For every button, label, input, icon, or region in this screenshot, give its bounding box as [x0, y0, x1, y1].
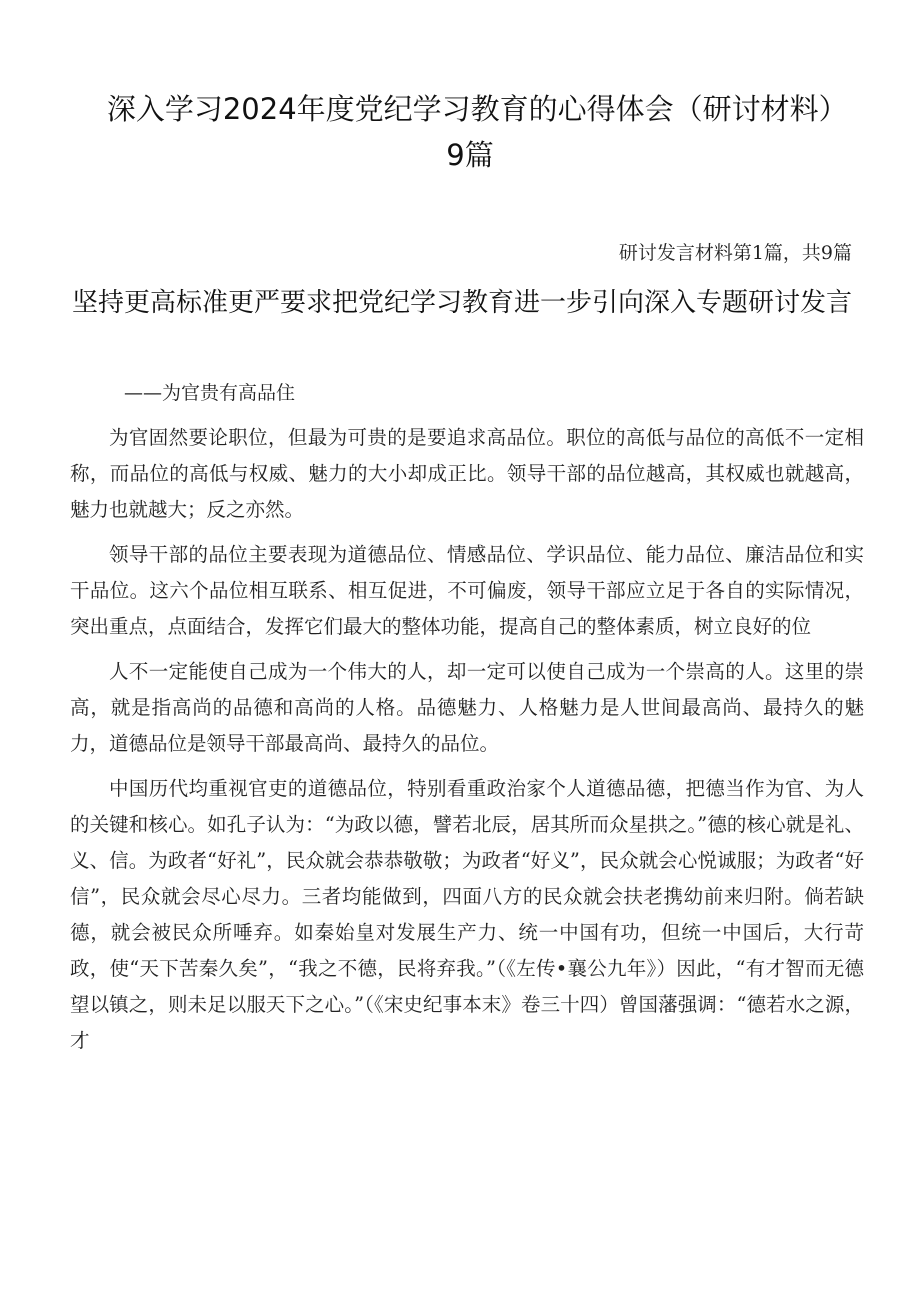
paragraph: 领导干部的品位主要表现为道德品位、情感品位、学识品位、能力品位、廉洁品位和实干品位。这六个品位相互联系、相互促进，不可偏废，领导干部应立足于各自的实际情况，突出重点，点面结合，发挥它们最大的整体功能，提高自己的整体素质，树立良好的位	[70, 543, 864, 638]
section-label: 研讨发言材料第1篇，共9篇	[618, 242, 852, 264]
paragraph: 中国历代均重视官吏的道德品位，特别看重政治家个人道德品德，把德当作为官、为人的关键和核心。如孔子认为：“为政以德，譬若北辰，居其所而众星拱之。”德的核心就是礼、义、信。为政者“好礼”，民众就会恭恭敬敬；为政者“好义”，民众就会心悦诚服；为政者“好信”，民众就会尽心尽力。三者均能做到，四面八方的民众就会扶老携幼前来归附。倘若缺德，就会被民众所唾弃。如秦始皇对发展生产力、统一中国有功，但统一中国后，大行苛政，使“天下苦秦久矣”，“我之不德，民将弃我。”（《左传•襄公九年》）因此，“有才智而无德望以镇之，则未足以服天下之心。”（《宋史纪事本末》卷三十四）曾国藩强调：“德若水之源，才	[70, 777, 864, 1052]
paragraph: 人不一定能使自己成为一个伟大的人，却一定可以使自己成为一个崇高的人。这里的崇高，就是指高尚的品德和高尚的人格。品德魅力、人格魅力是人世间最高尚、最持久的魅力，道德品位是领导干部最高尚、最持久的品位。	[70, 660, 864, 755]
subtitle: ——为官贵有高品住	[124, 382, 296, 404]
body-text	[70, 420, 864, 1068]
paragraph: 为官固然要论职位，但最为可贵的是要追求高品位。职位的高低与品位的高低不一定相称，而品位的高低与权威、魅力的大小却成正比。领导干部的品位越高，其权威也就越高，魅力也就越大；反之亦然。	[70, 426, 864, 521]
document-title: 深入学习2024年度党纪学习教育的心得体会（研讨材料）9篇	[106, 92, 834, 172]
section-heading: 坚持更高标准更严要求把党纪学习教育进一步引向深入专题研讨发言	[71, 288, 852, 318]
